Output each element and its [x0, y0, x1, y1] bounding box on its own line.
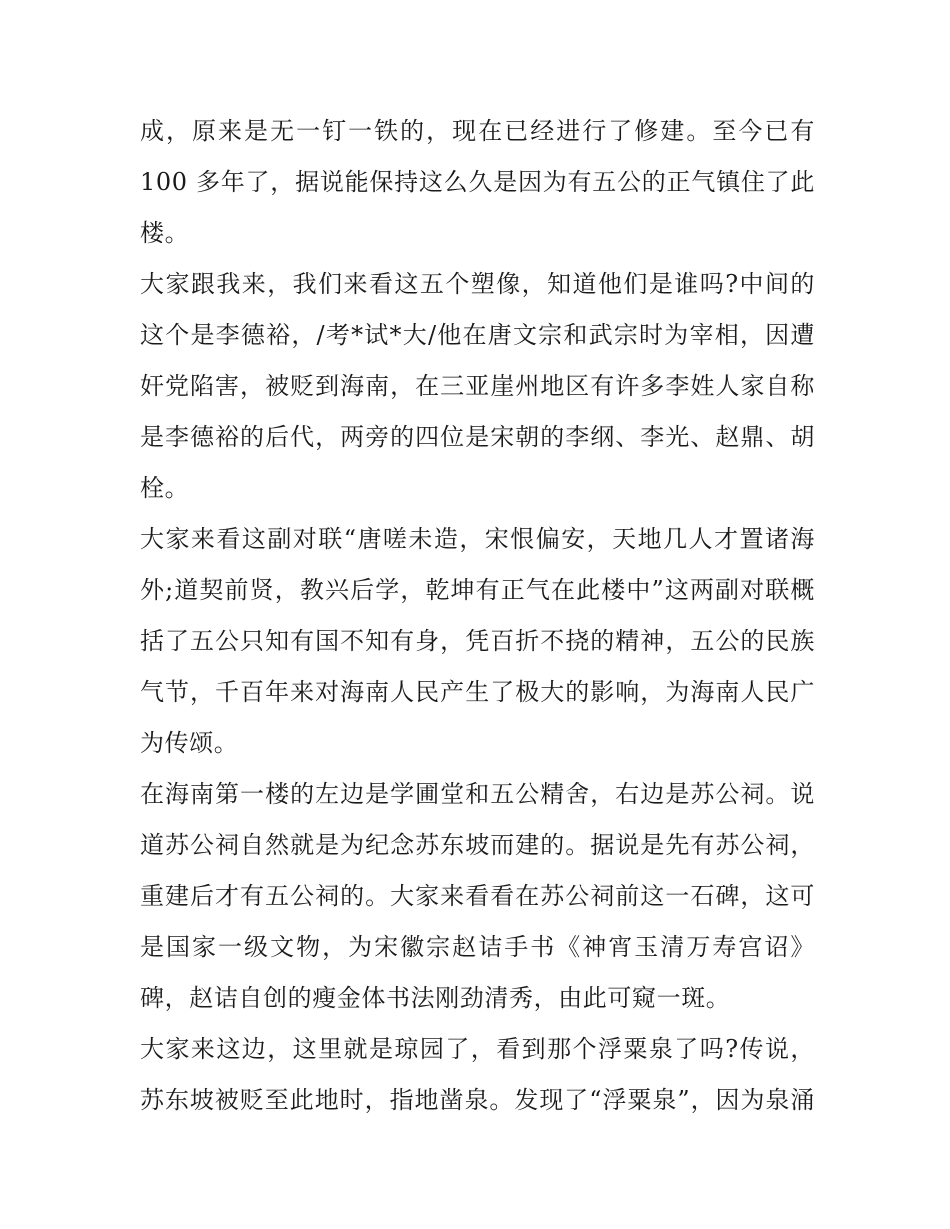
paragraph-3 [140, 514, 815, 769]
text-line: 大家来这边，这里就是琼园了，看到那个浮粟泉了吗?传说， [140, 1035, 815, 1063]
text-line: 外;道契前贤，教兴后学，乾坤有正气在此楼中”这两副对联概 [140, 576, 815, 604]
text-line: 气节，千百年来对海南人民产生了极大的影响，为海南人民广 [140, 678, 815, 706]
text-line: 是国家一级文物，为宋徽宗赵诘手书《神宵玉清万寿宫诏》 [140, 933, 815, 961]
text-line: 楼。 [140, 219, 190, 247]
paragraph-1 [140, 106, 815, 259]
text-line: 大家跟我来，我们来看这五个塑像，知道他们是谁吗?中间的 [140, 270, 815, 298]
text-line: 重建后才有五公祠的。大家来看看在苏公祠前这一石碑，这可 [140, 882, 815, 910]
text-line: 栓。 [140, 474, 190, 502]
text-line: 在海南第一楼的左边是学圃堂和五公精舍，右边是苏公祠。说 [140, 780, 815, 808]
text-line: 道苏公祠自然就是为纪念苏东坡而建的。据说是先有苏公祠， [140, 831, 815, 859]
text-line: 为传颂。 [140, 729, 239, 757]
text-line: 苏东坡被贬至此地时，指地凿泉。发现了“浮粟泉”，因为泉涌 [140, 1086, 815, 1114]
text-line: 100 多年了，据说能保持这么久是因为有五公的正气镇住了此 [140, 168, 815, 196]
text-line: 奸党陷害，被贬到海南，在三亚崖州地区有许多李姓人家自称 [140, 372, 815, 400]
text-line: 是李德裕的后代，两旁的四位是宋朝的李纲、李光、赵鼎、胡 [140, 423, 815, 451]
paragraph-2 [140, 259, 815, 514]
paragraph-5 [140, 1024, 815, 1126]
text-line: 括了五公只知有国不知有身，凭百折不挠的精神，五公的民族 [140, 627, 815, 655]
text-line: 碑，赵诘自创的瘦金体书法刚劲清秀，由此可窥一斑。 [140, 984, 731, 1012]
text-line: 这个是李德裕，/考*试*大/他在唐文宗和武宗时为宰相，因遭 [140, 321, 815, 349]
text-line: 成，原来是无一钉一铁的，现在已经进行了修建。至今已有 [140, 117, 815, 145]
text-line: 大家来看这副对联“唐嗟未造，宋恨偏安，天地几人才置诸海 [140, 525, 815, 553]
document-page [140, 106, 815, 1126]
paragraph-4 [140, 769, 815, 1024]
